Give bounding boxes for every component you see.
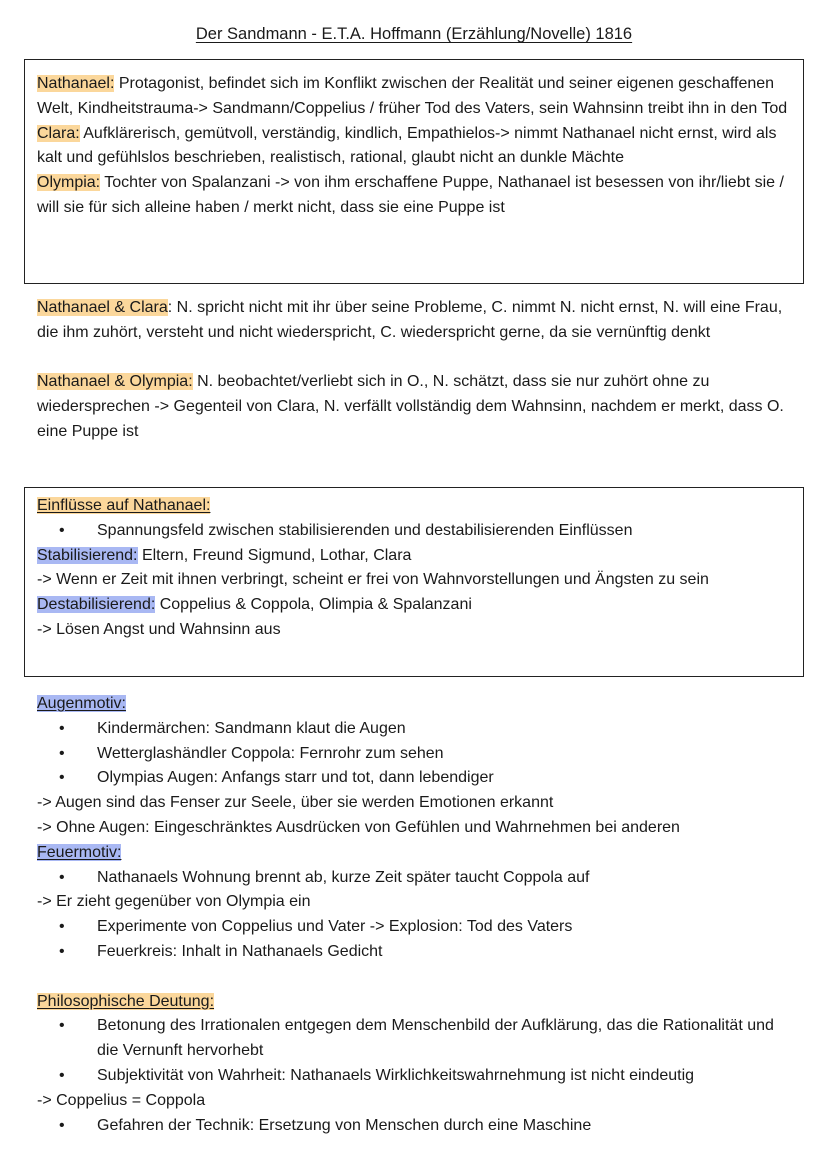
fire-motif-bullets-2 <box>37 915 797 965</box>
influences-box <box>24 487 804 677</box>
stabilizing-line: Stabilisierend: Eltern, Freund Sigmund, Lothar, Clara <box>37 546 412 564</box>
destabilizing-note: -> Lösen Angst und Wahnsinn aus <box>37 620 281 638</box>
philosophy-note: -> Coppelius = Coppola <box>37 1091 206 1109</box>
list-item: • Feuerkreis: Inhalt in Nathanaels Gedicht <box>37 940 797 965</box>
list-item: • Nathanaels Wohnung brennt ab, kurze Zeit später taucht Coppola auf <box>37 866 797 891</box>
character-olympia <box>37 171 791 221</box>
influences-bullets <box>37 519 791 544</box>
philosophy-bullets-2 <box>37 1114 797 1139</box>
characters-box <box>24 59 804 284</box>
relation-nathanael-olympia <box>37 370 797 444</box>
fire-motif-heading: Feuermotiv: <box>37 843 122 861</box>
list-item: • Olympias Augen: Anfangs starr und tot, dann lebendiger <box>37 766 797 791</box>
character-description: Protagonist, befindet sich im Konflikt zwischen der Realität und seiner eigenen geschaffenen Welt, Kindheitstrauma-> Sandmann/Coppelius / früher Tod des Vaters, sein Wahnsinn treibt ihn in den Tod <box>37 75 788 117</box>
bullet-icon: • <box>59 744 65 762</box>
character-description: Tochter von Spalanzani -> von ihm erschaffene Puppe, Nathanael ist besessen von ihr/liebt sie / will sie für sich alleine haben / merkt nicht, dass sie eine Puppe ist <box>37 174 784 216</box>
destabilizing-line: Destabilisierend: Coppelius & Coppola, Olimpia & Spalanzani <box>37 596 472 614</box>
eye-motif-note: -> Augen sind das Fenser zur Seele, über sie werden Emotionen erkannt <box>37 794 554 812</box>
stabilizing-label: Stabilisierend: <box>37 546 138 564</box>
bullet-icon: • <box>59 1017 65 1035</box>
character-label: Olympia: <box>37 174 101 192</box>
bullet-icon: • <box>59 868 65 886</box>
motifs-section <box>37 692 797 1138</box>
list-item: • Kindermärchen: Sandmann klaut die Augen <box>37 717 797 742</box>
influences-heading: Einflüsse auf Nathanael: <box>37 497 211 514</box>
destabilizing-label: Destabilisierend: <box>37 596 156 614</box>
bullet-icon: • <box>59 769 65 787</box>
list-item: • Gefahren der Technik: Ersetzung von Menschen durch eine Maschine <box>37 1114 797 1139</box>
fire-motif-bullets <box>37 866 797 891</box>
spacer <box>37 346 797 371</box>
list-item: • Subjektivität von Wahrheit: Nathanaels Wirklichkeitswahrnehmung ist nicht eindeutig <box>37 1064 797 1089</box>
bullet-icon: • <box>59 1066 65 1084</box>
bullet-icon: • <box>59 1116 65 1134</box>
list-item: • Spannungsfeld zwischen stabilisierenden und destabilisierenden Einflüssen <box>37 519 791 544</box>
character-description: Aufklärerisch, gemütvoll, verständig, kindlich, Empathielos-> nimmt Nathanael nicht ernst, wird als kalt und gefühlslos beschrieben, realistisch, rational, glaubt nicht an dunkle Mächte <box>37 124 777 167</box>
eye-motif-bullets <box>37 717 797 791</box>
stabilizing-note: -> Wenn er Zeit mit ihnen verbringt, scheint er frei von Wahnvorstellungen und Ängsten zu sein <box>37 571 709 589</box>
relation-description: : N. spricht nicht mit ihr über seine Probleme, C. nimmt N. nicht ernst, N. will eine Frau, die ihm zuhört, versteht und nicht wiederspricht, C. wiederspricht gerne, da sie vernünftig denkt <box>37 299 783 341</box>
bullet-icon: • <box>59 918 65 936</box>
character-label: Nathanael: <box>37 75 115 92</box>
bullet-icon: • <box>59 521 65 539</box>
spacer <box>37 965 797 990</box>
page-title: Der Sandmann - E.T.A. Hoffmann (Erzählung/Novelle) 1816 <box>195 25 633 43</box>
relation-description: N. beobachtet/verliebt sich in O., N. schätzt, dass sie nur zuhört ohne zu wiedersprechen -> Gegenteil von Clara, N. verfällt vollständig dem Wahnsinn, nachdem er merkt, dass O. eine Puppe ist <box>37 373 784 440</box>
eye-motif-heading: Augenmotiv: <box>37 695 126 712</box>
relation-label: Nathanael & Clara <box>37 299 168 316</box>
character-clara <box>37 122 791 172</box>
relations-section <box>37 296 797 445</box>
eye-motif-note: -> Ohne Augen: Eingeschränktes Ausdrücken von Gefühlen und Wahrnehmen bei anderen <box>37 818 680 836</box>
bullet-icon: • <box>59 719 65 737</box>
list-item: • Betonung des Irrationalen entgegen dem Menschenbild der Aufklärung, das die Rationalität und die Vernunft hervorhebt <box>37 1014 797 1064</box>
philosophy-heading: Philosophische Deutung: <box>37 992 215 1010</box>
relation-label: Nathanael & Olympia: <box>37 373 193 391</box>
character-label: Clara: <box>37 124 80 142</box>
list-item: • Experimente von Coppelius und Vater -> Explosion: Tod des Vaters <box>37 915 797 940</box>
philosophy-bullets <box>37 1014 797 1088</box>
relation-nathanael-clara <box>37 296 797 346</box>
fire-motif-note: -> Er zieht gegenüber von Olympia ein <box>37 893 311 911</box>
character-nathanael <box>37 72 791 122</box>
list-item: • Wetterglashändler Coppola: Fernrohr zum sehen <box>37 742 797 767</box>
bullet-icon: • <box>59 942 65 960</box>
